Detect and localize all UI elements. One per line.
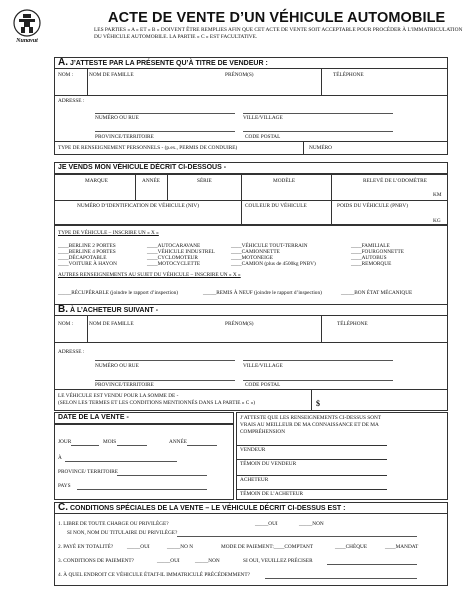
buyer-postal-label: CODE POSTAL <box>245 382 281 388</box>
seller-province-label: PROVINCE/TERRITOIRE <box>95 134 154 140</box>
buyer-phone-label: TÉLÉPHONE <box>337 321 368 327</box>
buyer-postal-field[interactable] <box>243 380 393 381</box>
attestation-text-2: VRAIS AU MEILLEUR DE MA CONNAISSANCE ET DE MA <box>240 422 379 428</box>
kg-unit-label: KG <box>433 218 441 224</box>
option-remis-neuf[interactable]: _____REMIS À NEUF (joindre le rapport d’inspection) <box>203 290 322 296</box>
day-field[interactable] <box>71 445 99 446</box>
buyer-street-label: NUMÉRO OU RUE <box>95 363 139 369</box>
buyer-witness-label: TÉMOIN DE L’ACHETEUR <box>240 491 304 497</box>
seller-city-field[interactable] <box>243 113 393 114</box>
vin-label: NUMÉRO D’IDENTIFICATION DE VÉHICULE (NIV) <box>77 203 200 209</box>
seller-id-number-label: NUMÉRO <box>309 145 332 151</box>
payment-cheque-option[interactable]: ____CHÈQUE <box>335 544 368 550</box>
option-recuperable[interactable]: _____RÉCUPÉRABLE (joindre le rapport d’inspection) <box>58 290 179 296</box>
month-label: MOIS <box>103 439 117 445</box>
seller-province-field[interactable] <box>95 131 235 132</box>
type-tout-terrain[interactable]: ____VÉHICULE TOUT-TERRAIN <box>231 243 308 249</box>
q1-sub-label: SI NON, NOM DU TITULAIRE DU PRIVILÈGE? <box>67 530 178 536</box>
q2-yes-option[interactable]: _____OUI <box>127 544 150 550</box>
type-fourgonnette[interactable]: ____FOURGONNETTE <box>351 249 404 255</box>
seller-first-name-label: PRÉNOM(S) <box>225 72 254 78</box>
sale-date-box <box>54 424 234 500</box>
price-currency-sign: $ <box>316 399 320 408</box>
seller-nom-label: NOM : <box>58 72 74 78</box>
year-field[interactable] <box>187 445 217 446</box>
section-a-seller <box>54 57 448 155</box>
other-info-title: AUTRES RENSEIGNEMENTS AU SUJET DU VÉHICULE – INSCRIRE UN « X » <box>58 272 241 278</box>
payment-money-order-option[interactable]: ____MANDAT <box>385 544 419 550</box>
type-hayon[interactable]: ____VOITURE À HAYON <box>58 261 117 267</box>
q2-no-option[interactable]: _____NO N <box>167 544 194 550</box>
buyer-city-field[interactable] <box>243 360 393 361</box>
seller-phone-label: TÉLÉPHONE <box>333 72 364 78</box>
option-bon-etat[interactable]: _____BON ÉTAT MÉCANIQUE <box>341 290 413 296</box>
km-unit-label: KM <box>433 192 442 198</box>
page-title: ACTE DE VENTE D’UN VÉHICULE AUTOMOBILE <box>108 10 446 26</box>
vehicle-details-table <box>54 174 448 225</box>
type-autobus[interactable]: ____AUTOBUS <box>351 255 387 261</box>
previous-registration-field[interactable] <box>265 578 417 579</box>
country-field[interactable] <box>77 489 207 490</box>
type-camion[interactable]: ____CAMION (plus de 4500kg PNBV) <box>231 261 316 267</box>
nunavut-logo <box>12 8 42 48</box>
seller-id-type-label: TYPE DE RENSEIGNEMENT PERSONNELS - (p.ex., PERMIS DE CONDUIRE) <box>58 145 238 151</box>
intro-text: LES PARTIES « A » ET « B » DOIVENT ÊTRE REMPLIES AFIN QUE CET ACTE DE VENTE SOIT ACCEPTABLE POUR PROCÉDER À L’IMMATRICULATION DU VÉHICULE AUTOMOBILE. LA PARTIE « C » EST FACULTATIVE. <box>94 27 463 40</box>
inukshuk-emblem-icon <box>12 8 42 38</box>
buyer-first-name-label: PRÉNOM(S) <box>225 321 254 327</box>
seller-postal-field[interactable] <box>243 131 393 132</box>
month-field[interactable] <box>117 445 147 446</box>
section-b-header: B. À L’ACHETEUR SUIVANT - <box>55 305 447 316</box>
attestation-box <box>236 412 448 500</box>
buyer-signature-label: ACHETEUR <box>240 477 269 483</box>
year-label: ANNÉE <box>142 178 160 184</box>
logo-wordmark: Nunavut <box>16 38 38 44</box>
q1-yes-option[interactable]: _____OUI <box>255 521 278 527</box>
q1-label: 1. LIBRE DE TOUTE CHARGE OU PRIVILÈGE? <box>58 521 169 527</box>
section-c-header: C. CONDITIONS SPÉCIALES DE LA VENTE – LE VÉHICULE DÉCRIT CI-DESSUS EST : <box>55 503 447 514</box>
seller-postal-label: CODE POSTAL <box>245 134 281 140</box>
type-motoneige[interactable]: ____MOTONEIGE <box>231 255 273 261</box>
type-familiale[interactable]: ____FAMILIALE <box>351 243 390 249</box>
q2-label: 2. PAYÉ EN TOTALITÉ? <box>58 544 114 550</box>
section-a-header: A. J’ATTESTE PAR LA PRÉSENTE QU’À TITRE DE VENDEUR : <box>55 58 447 69</box>
type-berline-4[interactable]: ____BERLINE 4 PORTES <box>58 249 116 255</box>
buyer-street-field[interactable] <box>95 360 235 361</box>
q3-sub-label: SI OUI, VEUILLEZ PRÉCISER <box>243 558 313 564</box>
price-label-line2: (SELON LES TERMES ET LES CONDITIONS MENTIONNÉS DANS LA PARTIE « C ») <box>58 400 256 406</box>
type-remorque[interactable]: ____REMORQUE <box>351 261 392 267</box>
seller-city-label: VILLE/VILLAGE <box>243 115 283 121</box>
q3-label: 3. CONDITIONS DE PAIEMENT? <box>58 558 135 564</box>
price-label-line1: LE VÉHICULE EST VENDU POUR LA SOMME DE - <box>58 393 179 399</box>
seller-address-label: ADRESSE : <box>58 98 85 104</box>
place-label: À <box>58 455 62 461</box>
buyer-province-field[interactable] <box>95 380 235 381</box>
attestation-text-1: J’ATTESTE QUE LES RENSEIGNEMENTS CI-DESSUS SONT <box>240 415 382 421</box>
buyer-province-label: PROVINCE/TERRITOIRE <box>95 382 154 388</box>
model-label: MODÈLE <box>273 178 296 184</box>
seller-signature-label: VENDEUR <box>240 447 266 453</box>
section-c-conditions <box>54 502 448 586</box>
payment-cash-option[interactable]: MODE DE PAIEMENT:____COMPTANT <box>221 544 314 550</box>
color-label: COULEUR DU VÉHICULE <box>245 203 307 209</box>
make-label: MARQUE <box>85 178 108 184</box>
sale-date-header: DATE DE LA VENTE - <box>54 412 234 424</box>
type-industriel[interactable]: ____VÉHICULE INDUSTREL <box>147 249 215 255</box>
vehicle-section-header: JE VENDS MON VÉHICULE DÉCRIT CI-DESSOUS - <box>54 162 448 174</box>
type-autocaravane[interactable]: ____AUTOCARAVANE <box>147 243 201 249</box>
q1-no-option[interactable]: _____NON <box>299 521 324 527</box>
seller-family-name-label: NOM DE FAMILLE <box>89 72 134 78</box>
q3-no-option[interactable]: _____NON <box>195 558 220 564</box>
seller-street-field[interactable] <box>95 113 235 114</box>
type-decapotable[interactable]: ____DÉCAPOTABLE <box>58 255 107 261</box>
province-field[interactable] <box>117 475 207 476</box>
attestation-text-3: COMPRÉHENSION <box>240 429 286 435</box>
series-label: SÉRIE <box>197 178 212 184</box>
q3-yes-option[interactable]: _____OUI <box>157 558 180 564</box>
buyer-city-label: VILLE/VILLAGE <box>243 363 283 369</box>
buyer-nom-label: NOM : <box>58 321 74 327</box>
buyer-address-label: ADRESSE : <box>58 349 85 355</box>
place-field[interactable] <box>65 461 177 462</box>
section-b-buyer <box>54 304 448 411</box>
vehicle-type-title: TYPE DE VÉHICULE – INSCRIRE UN « X » <box>58 230 159 236</box>
type-cyclomoteur[interactable]: ____CYCLOMOTEUR <box>147 255 198 261</box>
seller-witness-label: TÉMOIN DU VENDEUR <box>240 461 297 467</box>
country-label: PAYS <box>58 483 71 489</box>
year-field-label: ANNÉE <box>169 439 187 445</box>
type-motocyclette[interactable]: ____MOTOCYCLETTE <box>147 261 201 267</box>
lien-holder-field[interactable] <box>177 536 417 537</box>
type-berline-2[interactable]: ____BERLINE 2 PORTES <box>58 243 116 249</box>
vehicle-type-box <box>54 225 448 305</box>
odometer-label: RELEVÉ DE L’ODOMÈTRE <box>363 178 427 184</box>
day-label: JOUR <box>58 439 72 445</box>
province-label: PROVINCE/ TERRITOIRE <box>58 469 118 475</box>
weight-label: POIDS DU VÉHICULE (PNBV) <box>337 203 408 209</box>
seller-street-label: NUMÉRO OU RUE <box>95 115 139 121</box>
q4-label: 4. À QUEL ENDROIT CE VÉHICULE ÉTAIT-IL IMMATRICULÉ PRÉCÉDEMMENT? <box>58 572 250 578</box>
type-camionnette[interactable]: ____CAMIONNETTE <box>231 249 280 255</box>
buyer-family-name-label: NOM DE FAMILLE <box>89 321 134 327</box>
payment-conditions-field[interactable] <box>327 564 417 565</box>
